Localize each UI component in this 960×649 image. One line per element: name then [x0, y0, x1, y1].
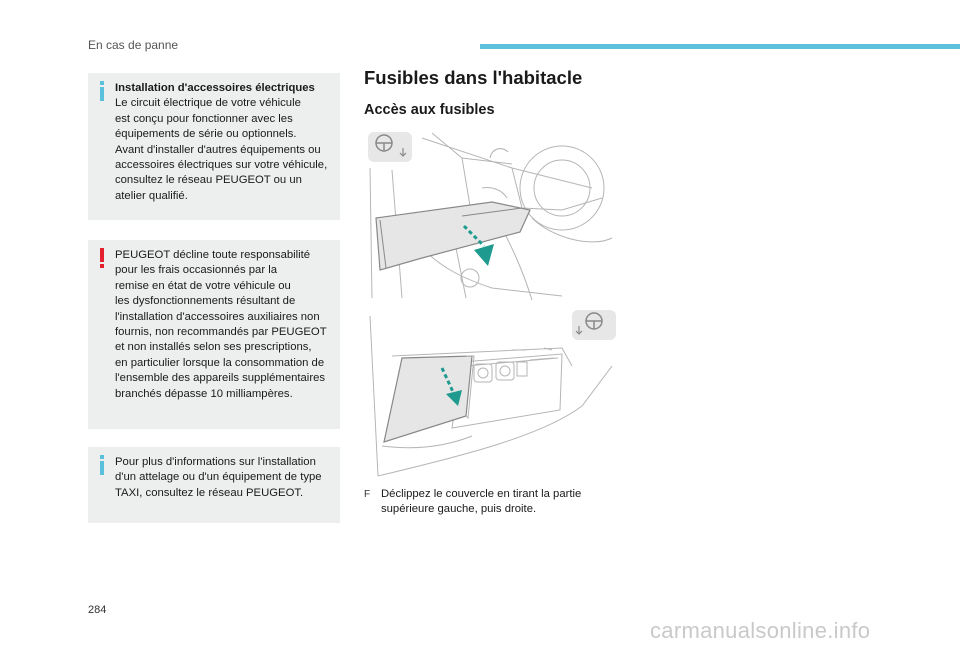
page-number: 284 [88, 604, 107, 616]
step-text: Déclippez le couvercle en tirant la partie supérieure gauche, puis droite. [381, 488, 582, 516]
info-box-body: Pour plus d'informations sur l'installation d'un attelage ou d'un équipement de type TAXI, consultez le réseau PEUGEOT. [115, 456, 322, 499]
section-header-bar [480, 44, 960, 49]
page-title: Fusibles dans l'habitacle [364, 67, 583, 88]
illustration-dashboard-lower-panel [362, 128, 618, 301]
illustration-fuse-box-cover [362, 306, 618, 481]
info-icon [97, 81, 107, 101]
section-subtitle: Accès aux fusibles [364, 102, 495, 118]
steering-wheel-icon [572, 310, 616, 340]
warning-icon [97, 248, 107, 268]
watermark: carmanualsonline.info [650, 618, 871, 643]
warning-box-body: PEUGEOT décline toute responsabilité pour les frais occasionnés par la remise en état de votre véhicule ou les dysfonctionnements résultant de l'installation d'accessoires auxiliaires non fournis, non recommandés par PEUGEOT et non installés selon ses prescriptions, en particulier lorsque la consommation de l'ensemble des appareils supplémentaires branchés dépasse 10 milliampères. [115, 249, 327, 400]
step-bullet: F [364, 489, 371, 500]
warning-box-liability [88, 240, 340, 429]
section-header-label: En cas de panne [88, 38, 179, 52]
info-box-heading: Installation d'accessoires électriques [115, 82, 315, 94]
step-instruction [364, 487, 614, 518]
info-icon [97, 455, 107, 475]
steering-wheel-icon [368, 132, 412, 162]
info-box-towing-taxi [88, 447, 340, 523]
info-box-body: Le circuit électrique de votre véhicule est conçu pour fonctionner avec les équipements de série ou optionnels. Avant d'installer d'autres équipements ou accessoires électriques sur votre véhicule, consultez le réseau PEUGEOT ou un atelier qualifié. [115, 97, 328, 202]
info-box-electrical-accessories [88, 73, 340, 220]
